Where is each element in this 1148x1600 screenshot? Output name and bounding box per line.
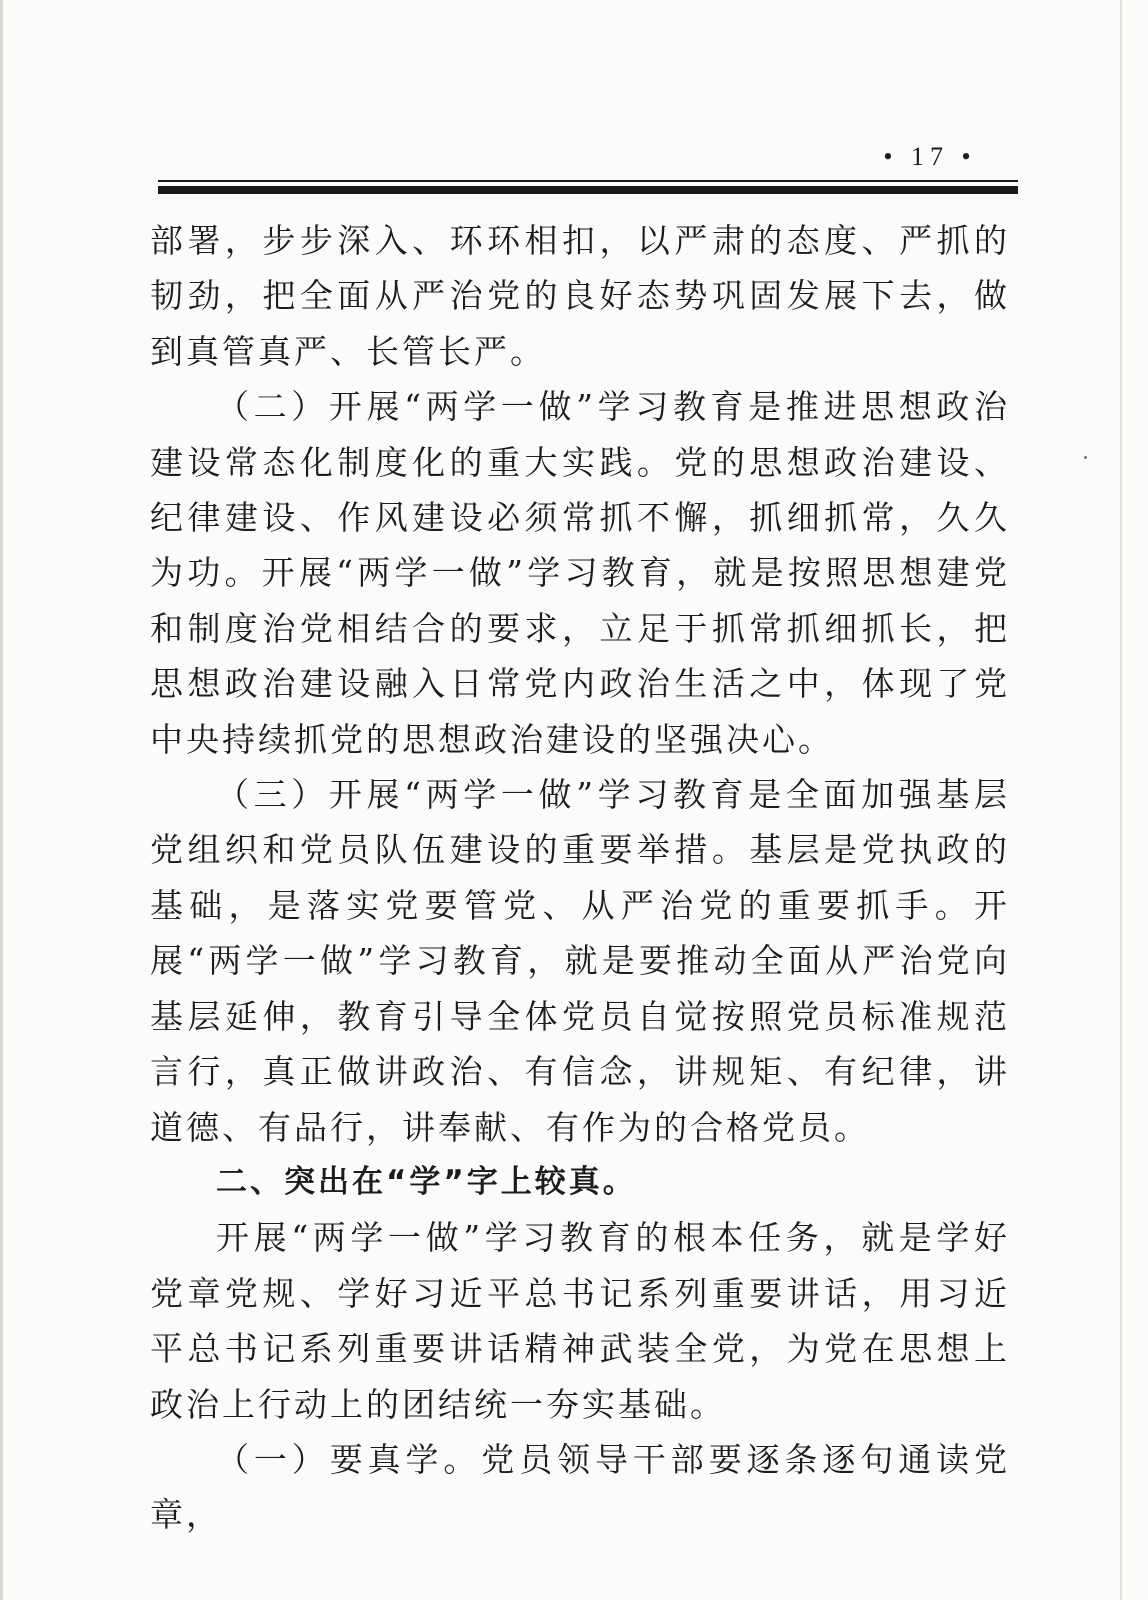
page-body [150,213,1010,1543]
paragraph-continued: 部署，步步深入、环环相扣，以严肃的态度、严抓的韧劲，把全面从严治党的良好态势巩固发展下去，做到真管真严、长管长严。 [150,221,1010,371]
section-heading: 二、突出在“学”字上较真。 [216,1163,637,1200]
paragraph-subsection-3: （三）开展“两学一做”学习教育是全面加强基层党组织和党员队伍建设的重要举措。基层是党执政的基础，是落实党要管党、从严治党的重要抓手。开展“两学一做”学习教育，就是要推动全面从严治党向基层延伸，教育引导全体党员自觉按照党员标准规范言行，真正做讲政治、有信念，讲规矩、有纪律，讲道德、有品行，讲奉献、有作为的合格党员。 [150,775,1010,1147]
page-number: • 17 • [883,142,977,171]
paragraph-section-intro: 开展“两学一做”学习教育的根本任务，就是学好党章党规、学好习近平总书记系列重要讲话，用习近平总书记系列重要讲话精神武装全党，为党在思想上政治上行动上的团结统一夯实基础。 [150,1218,1010,1424]
scan-edge [0,0,3,1600]
paragraph-subsection-2: （二）开展“两学一做”学习教育是推进思想政治建设常态化制度化的重大实践。党的思想政治建设、纪律建设、作风建设必须常抓不懈，抓细抓常，久久为功。开展“两学一做”学习教育，就是按照思想建党和制度治党相结合的要求，立足于抓常抓细抓长，把思想政治建设融入日常党内政治生活之中，体现了党中央持续抓党的思想政治建设的坚强决心。 [150,387,1010,759]
header-rule-thick [158,186,1018,194]
paragraph-subsection-1: （一）要真学。党员领导干部要逐条逐句通读党章， [150,1439,1010,1535]
scan-speck [1084,456,1087,459]
scan-edge [1120,0,1122,1600]
header-rule-thin [158,180,1018,182]
